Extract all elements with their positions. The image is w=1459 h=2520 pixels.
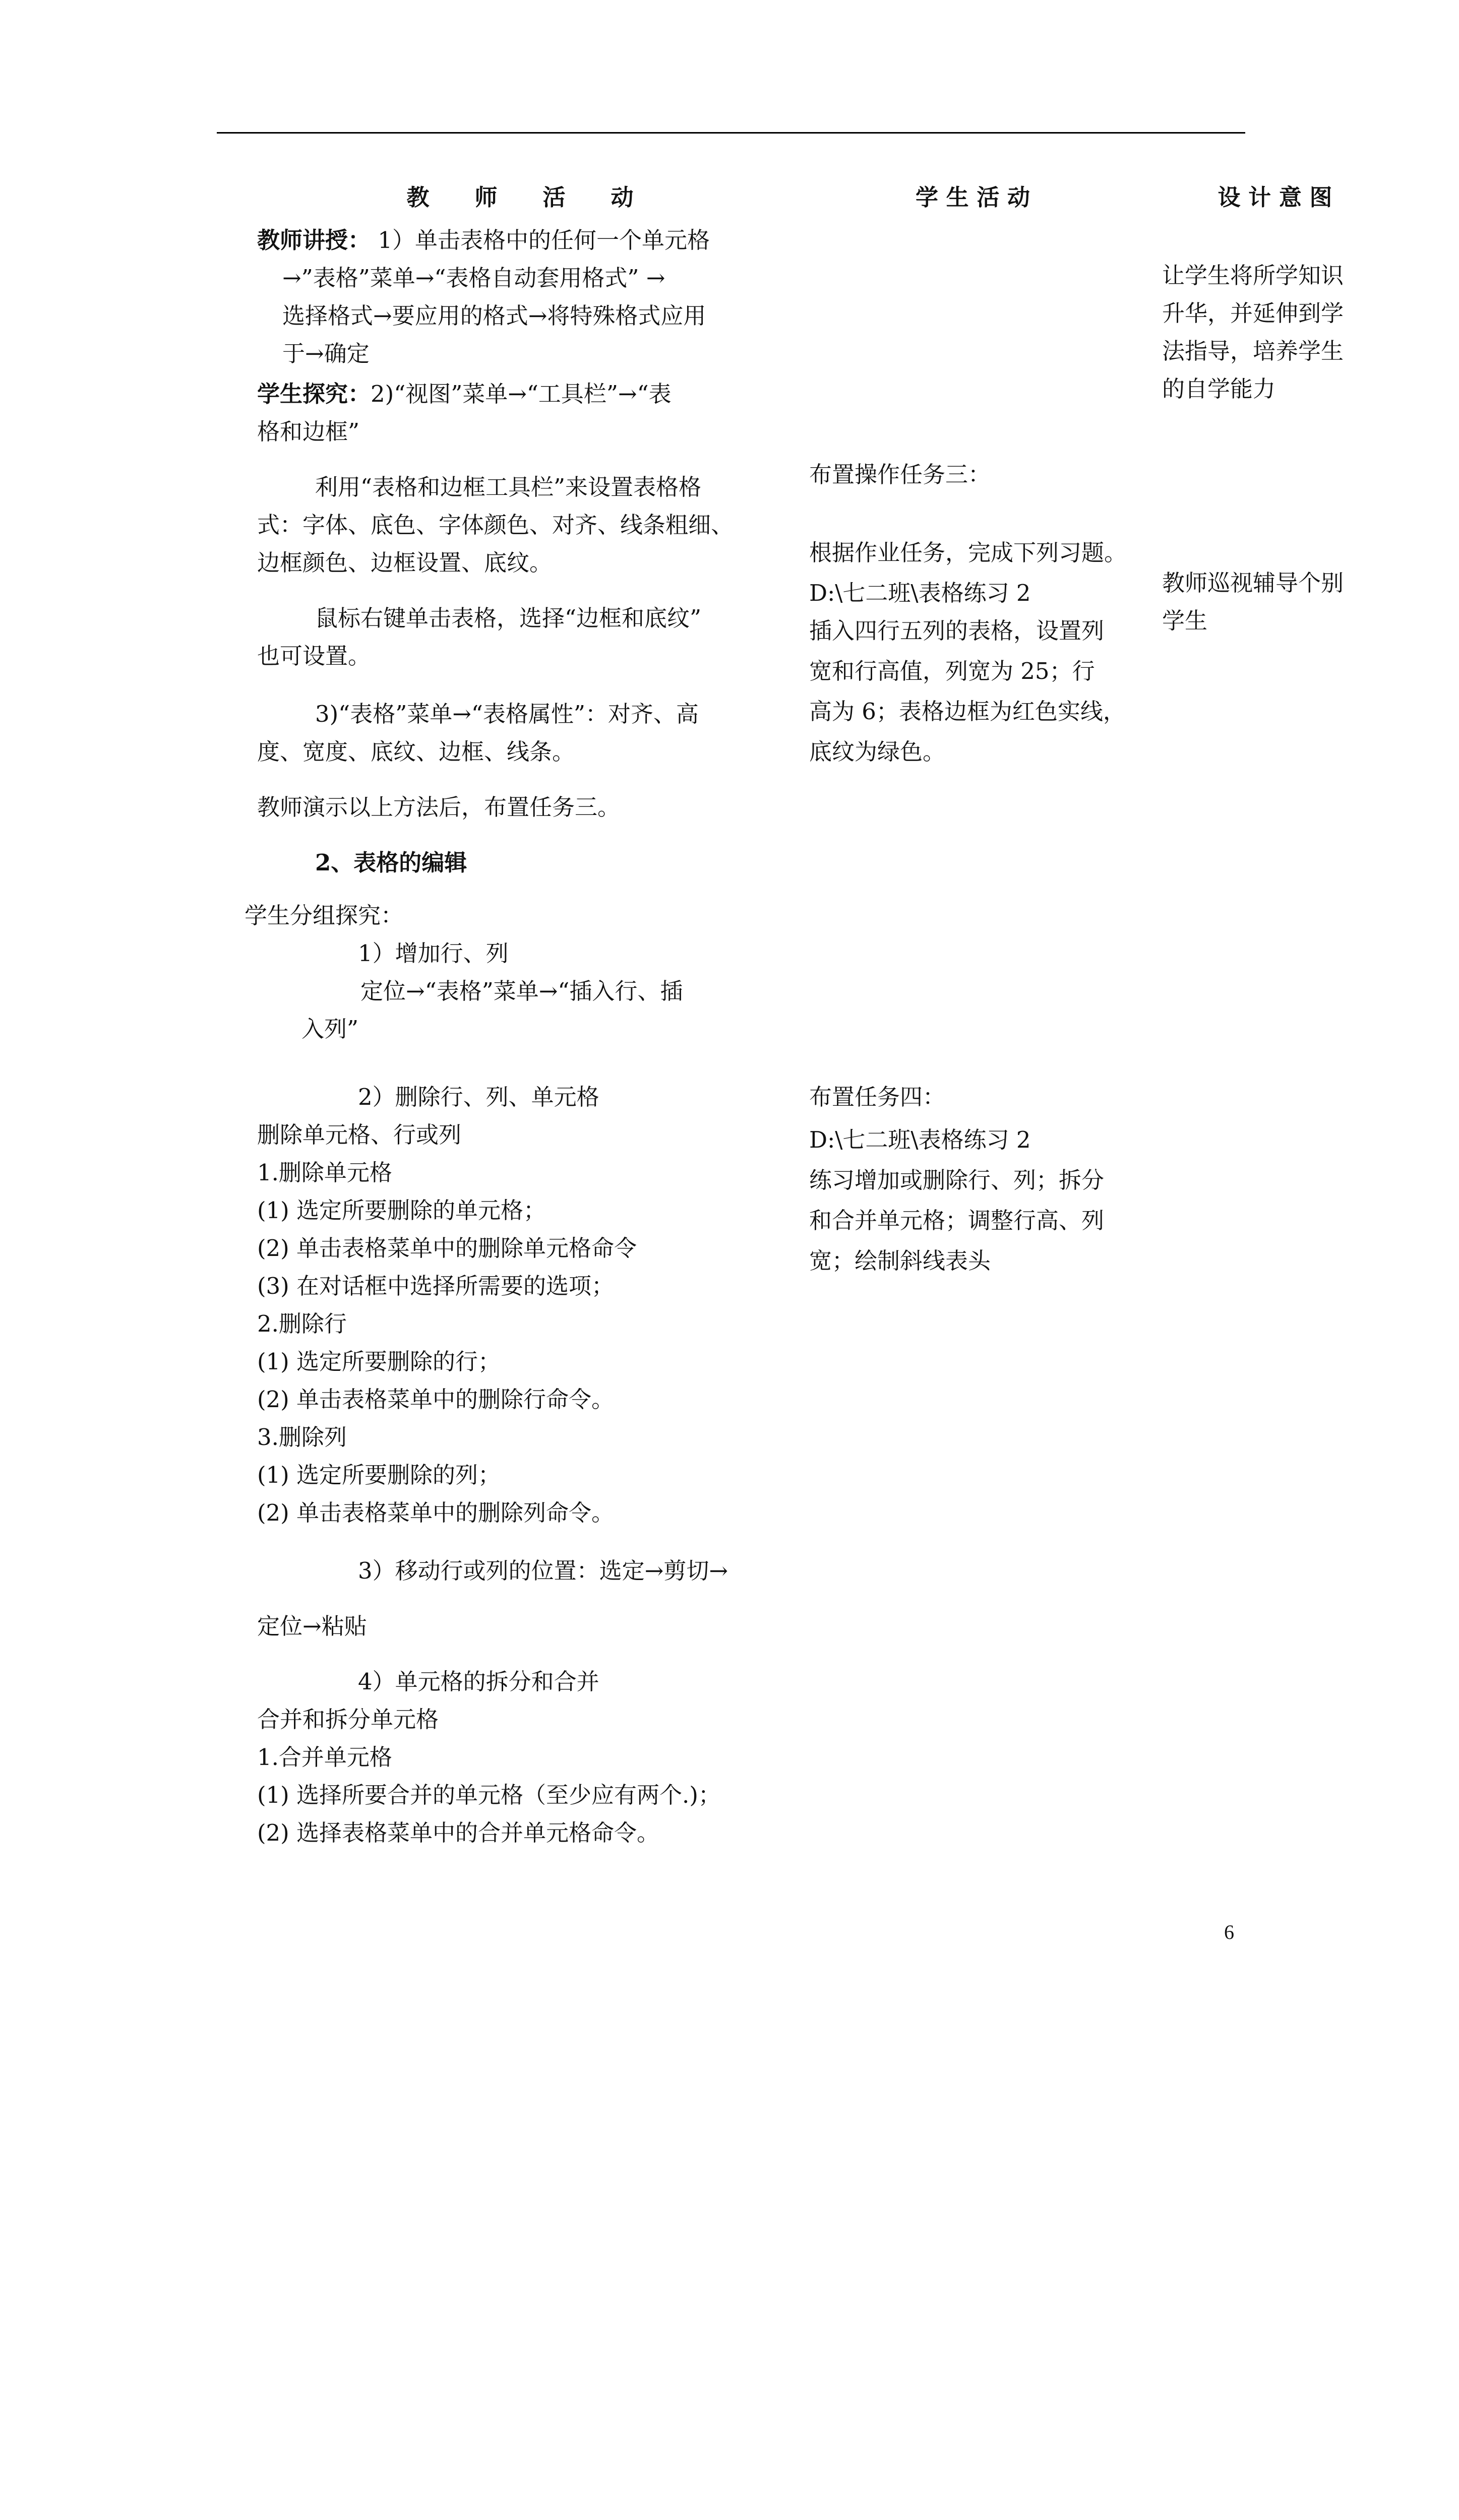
- design-2-line-2: 学生: [1162, 607, 1208, 634]
- task3-line-4: 宽和行高值，列宽为 25；行: [809, 658, 1095, 684]
- delete-cells-step-2: (2) 单击表格菜单中的删除单元格命令: [257, 1235, 637, 1262]
- delete-title: 2）删除行、列、单元格: [358, 1084, 599, 1110]
- delete-cells-heading: 1.删除单元格: [257, 1159, 392, 1186]
- props-line-2: 度、宽度、底纹、边框、线条。: [257, 738, 575, 765]
- explore-line-2: 格和边框”: [257, 418, 360, 445]
- explore-text: 2)“视图”菜单→“工具栏”→“表: [371, 381, 672, 407]
- delete-cols-heading: 3.删除列: [257, 1424, 347, 1451]
- task3-line-1: 根据作业任务，完成下列习题。: [809, 539, 1127, 566]
- design-1-line-3: 法指导，培养学生: [1162, 338, 1344, 364]
- toolbar-line-3: 边框颜色、边框设置、底纹。: [257, 549, 553, 576]
- teacher-lecture-line-3: 选择格式→要应用的格式→将特殊格式应用: [282, 302, 706, 329]
- page-number: 6: [1224, 1921, 1234, 1943]
- design-2-line-1: 教师巡视辅导个别: [1162, 570, 1344, 596]
- delete-rows-step-1: (1) 选定所要删除的行；: [257, 1348, 501, 1375]
- teacher-demo: 教师演示以上方法后，布置任务三。: [257, 794, 621, 821]
- split-merge-title: 4）单元格的拆分和合并: [358, 1668, 599, 1695]
- move-line-2: 定位→粘贴: [257, 1613, 367, 1640]
- explore-label: 学生探究：: [257, 381, 371, 407]
- delete-cells-step-3: (3) 在对话框中选择所需要的选项；: [257, 1273, 615, 1299]
- add-rows-title: 1）增加行、列: [358, 940, 509, 967]
- task3-line-5: 高为 6；表格边框为红色实线，: [809, 698, 1126, 725]
- delete-rows-heading: 2.删除行: [257, 1310, 347, 1337]
- task3-line-3: 插入四行五列的表格，设置列: [809, 617, 1105, 644]
- delete-cells-step-1: (1) 选定所要删除的单元格；: [257, 1197, 546, 1224]
- task4-line-3: 和合并单元格；调整行高、列: [809, 1207, 1105, 1234]
- explore-line-1: [257, 381, 672, 408]
- props-line-1: 3)“表格”菜单→“表格属性”：对齐、高: [315, 701, 699, 727]
- rightclick-line-2: 也可设置。: [257, 643, 371, 669]
- table-col-divider-1: [0, 1699, 2, 2520]
- group-explore: 学生分组探究：: [245, 902, 404, 929]
- section-2-heading: 2、表格的编辑: [315, 849, 467, 876]
- design-1-line-1: 让学生将所学知识: [1162, 262, 1344, 289]
- teacher-lecture-line-2: →”表格”菜单→“表格自动套用格式” →: [282, 265, 665, 291]
- add-rows-line-2: 入列”: [301, 1016, 359, 1042]
- task3-line-2: D:\七二班\表格练习 2: [809, 580, 1031, 606]
- delete-cols-step-1: (1) 选定所要删除的列；: [257, 1462, 501, 1488]
- teacher-lecture-line-1: [257, 227, 710, 254]
- teacher-lecture-line-4: 于→确定: [282, 340, 370, 367]
- merge-heading: 1.合并单元格: [257, 1744, 392, 1771]
- delete-cols-step-2: (2) 单击表格菜单中的删除列命令。: [257, 1499, 615, 1526]
- move-line-1: 3）移动行或列的位置：选定→剪切→: [358, 1557, 728, 1584]
- task3-heading: 布置操作任务三：: [809, 461, 991, 488]
- rightclick-line-1: 鼠标右键单击表格，选择“边框和底纹”: [315, 605, 702, 632]
- task4-heading: 布置任务四：: [809, 1084, 946, 1110]
- split-merge-subtitle: 合并和拆分单元格: [257, 1706, 439, 1733]
- header-design-intent: 设 计 意 图: [1218, 184, 1332, 211]
- table-border-left: [0, 5, 2, 1699]
- task3-line-6: 底纹为绿色。: [809, 738, 946, 765]
- header-rule: [217, 132, 1245, 134]
- lecture-text: 1）单击表格中的任何一个单元格: [378, 227, 710, 254]
- design-1-line-2: 升华，并延伸到学: [1162, 300, 1344, 327]
- add-rows-line-1: 定位→“表格”菜单→“插入行、插: [360, 978, 683, 1004]
- toolbar-line-1: 利用“表格和边框工具栏”来设置表格格: [315, 474, 702, 500]
- task4-line-4: 宽；绘制斜线表头: [809, 1247, 991, 1274]
- delete-subtitle: 删除单元格、行或列: [257, 1121, 462, 1148]
- table-border-bottom: [0, 3, 1159, 5]
- merge-step-2: (2) 选择表格菜单中的合并单元格命令。: [257, 1819, 660, 1846]
- header-teacher-activity: 教 师 活 动: [406, 184, 634, 211]
- design-1-line-4: 的自学能力: [1162, 375, 1276, 402]
- delete-rows-step-2: (2) 单击表格菜单中的删除行命令。: [257, 1386, 615, 1413]
- header-student-activity: 学 生 活 动: [916, 184, 1030, 211]
- toolbar-line-2: 式：字体、底色、字体颜色、对齐、线条粗细、: [257, 512, 734, 538]
- lecture-label: 教师讲授：: [257, 227, 371, 254]
- task4-line-2: 练习增加或删除行、列；拆分: [809, 1167, 1105, 1193]
- merge-step-1: (1) 选择所要合并的单元格（至少应有两个.)；: [257, 1782, 721, 1808]
- task4-line-1: D:\七二班\表格练习 2: [809, 1126, 1031, 1153]
